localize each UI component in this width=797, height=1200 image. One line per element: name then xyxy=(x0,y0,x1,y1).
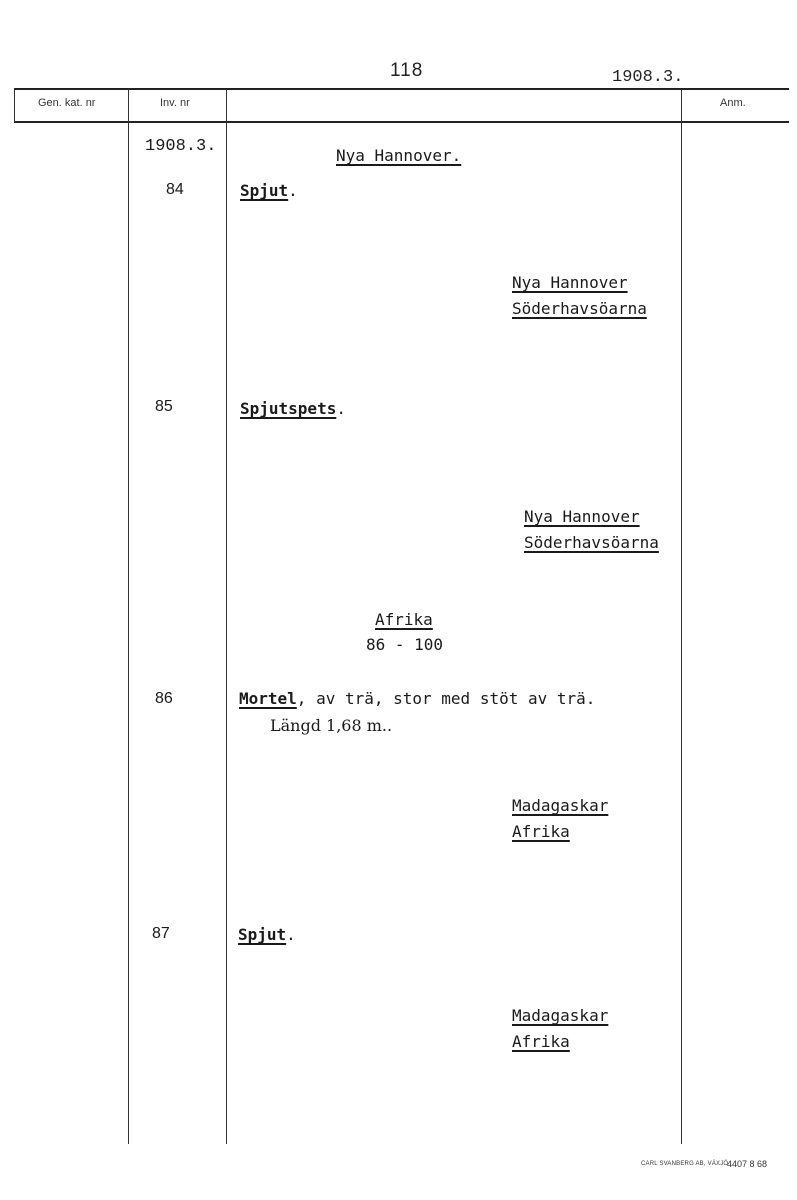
provenance-block xyxy=(512,1003,608,1055)
provenance-block xyxy=(524,504,659,556)
column-divider-4 xyxy=(681,89,682,1144)
provenance-region: Söderhavsöarna xyxy=(524,533,659,552)
column-header-anm: Anm. xyxy=(720,97,746,109)
provenance-region: Afrika xyxy=(512,1032,570,1051)
provenance-place: Madagaskar xyxy=(512,1006,609,1025)
item-description xyxy=(239,689,595,708)
provenance-place: Nya Hannover xyxy=(512,273,628,292)
item-suffix: . xyxy=(286,925,296,944)
item-name: Spjut xyxy=(240,181,289,200)
section-range: 86 - 100 xyxy=(366,635,444,654)
item-suffix: , av trä, stor med stöt av trä. xyxy=(296,689,596,708)
item-name: Spjutspets xyxy=(240,399,337,418)
page-number: 118 xyxy=(390,60,424,81)
provenance-place: Nya Hannover xyxy=(524,507,640,526)
item-name: Mortel xyxy=(239,689,297,708)
top-rule xyxy=(14,88,789,90)
provenance-region: Söderhavsöarna xyxy=(512,299,647,318)
column-divider-2 xyxy=(128,89,129,1144)
item-suffix: . xyxy=(336,399,346,418)
section-title: Afrika xyxy=(375,610,433,629)
provenance-region: Afrika xyxy=(512,822,570,841)
item-description xyxy=(240,181,298,200)
item-suffix: . xyxy=(288,181,298,200)
printer-imprint: CARL SVANBERG AB, VÄXJÖ xyxy=(641,1161,729,1167)
header-reference: 1908.3. xyxy=(612,68,684,87)
series-inv-number: 1908.3. xyxy=(145,137,217,156)
column-divider-3 xyxy=(226,89,227,1144)
item-dimensions: Längd 1,68 m.. xyxy=(270,716,393,735)
column-divider-1 xyxy=(14,89,15,122)
inv-number-85: 85 xyxy=(155,398,173,415)
column-header-gen-kat-nr: Gen. kat. nr xyxy=(38,97,96,109)
provenance-place: Madagaskar xyxy=(512,796,609,815)
provenance-block xyxy=(512,793,608,845)
provenance-block xyxy=(512,270,647,322)
series-title: Nya Hannover. xyxy=(336,146,462,165)
header-rule xyxy=(14,121,789,123)
column-header-inv-nr: Inv. nr xyxy=(160,97,190,109)
item-name: Spjut xyxy=(238,925,287,944)
inv-number-84: 84 xyxy=(166,181,184,198)
item-description xyxy=(238,925,296,944)
form-code: 4407 8 68 xyxy=(727,1159,768,1169)
inv-number-86: 86 xyxy=(155,690,173,707)
item-description xyxy=(240,399,346,418)
inv-number-87: 87 xyxy=(152,925,170,942)
